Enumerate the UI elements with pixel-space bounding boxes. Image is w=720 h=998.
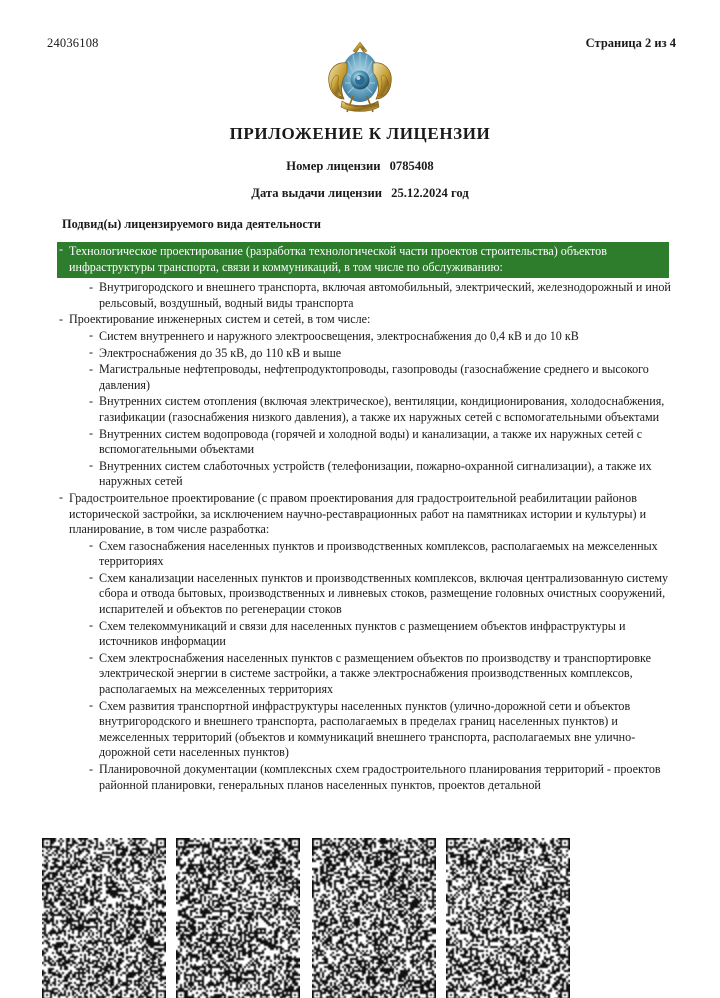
kazakhstan-state-emblem-icon xyxy=(323,33,397,119)
datamatrix-code xyxy=(446,838,570,998)
list-item xyxy=(87,539,677,570)
list-item xyxy=(87,619,677,650)
list-item-text: - Планировочной документации (комплексных схем градостроительного планирования территорий - проектов районной планировки, генеральных планов населенных пунктов, проектов детальной xyxy=(99,762,661,792)
list-item-text: - Систем внутреннего и наружного электроосвещения, электроснабжения до 0,4 кВ и до 10 кВ xyxy=(99,328,579,343)
datamatrix-code xyxy=(42,838,166,998)
list-item xyxy=(87,394,677,425)
page-header xyxy=(0,33,720,123)
license-date-label: Дата выдачи лицензии xyxy=(251,186,383,200)
list-item xyxy=(87,329,677,345)
list-item xyxy=(57,312,677,328)
list-item-text: - Внутригородского и внешнего транспорта, включая автомобильный, электрический, железнодорожный и иной рельсовый, воздушный, водный виды транспорта xyxy=(99,280,671,310)
list-item xyxy=(87,346,677,362)
license-number-value: 0785408 xyxy=(389,159,434,173)
list-item xyxy=(87,762,677,793)
list-item-text: - Градостроительное проектирование (с правом проектирования для градостроительной реабилитации районов исторической застройки, за исключением научно-реставрационных работ на памятниках истории и культуры) и планирование, в том числе разработка: xyxy=(69,490,647,537)
security-code-strip xyxy=(42,838,682,998)
license-date-row xyxy=(0,186,720,201)
activity-subtypes-list xyxy=(57,242,677,794)
list-item-text: - Схем телекоммуникаций и связи для населенных пунктов с размещением объектов инфраструктуры и источников информации xyxy=(99,618,626,649)
list-item-text: - Внутренних систем водопровода (горячей и холодной воды) и канализации, а также их наружных сетей с вспомогательными объектами xyxy=(99,426,643,457)
list-item xyxy=(87,280,677,311)
list-item-text: - Схем электроснабжения населенных пунктов с размещением объектов по производству и транспортировке электрической энергии в системе застройки, а также электроснабжения производственных комплексов, располагаемых на межселенных территориях xyxy=(99,650,652,697)
list-item-text: - Проектирование инженерных систем и сетей, в том числе: xyxy=(69,312,371,327)
list-item xyxy=(57,491,677,538)
list-item-text: - Схем канализации населенных пунктов и производственных комплексов, включая централизованную систему сбора и отвода бытовых, производственных и ливневых стоков, размещение головных очистных сооружений, испарителей и объектов по регенерации стоков xyxy=(99,570,669,617)
list-item xyxy=(87,699,677,761)
list-item-text: - Схем газоснабжения населенных пунктов и производственных комплексов, располагаемых на межселенных территориях xyxy=(99,538,658,569)
list-item-text: - Схем развития транспортной инфраструктуры населенных пунктов (улично-дорожной сети и объектов внутригородского и внешнего транспорта, располагаемых в пределах границ населенных пунктов) и межселенных территорий (объектов и коммуникаций внешнего транспорта, располагаемых вне улично-дорожной сети населенных пунктов) xyxy=(99,698,636,760)
page-indicator: Страница 2 из 4 xyxy=(585,36,676,50)
subtypes-heading: Подвид(ы) лицензируемого вида деятельности xyxy=(62,217,322,231)
list-item xyxy=(87,571,677,618)
license-number-row xyxy=(0,159,720,174)
list-item-text: - Магистральные нефтепроводы, нефтепродуктопроводы, газопроводы (газоснабжение среднего и высокого давления) xyxy=(99,362,649,392)
list-item-text: - Внутренних систем слаботочных устройств (телефонизации, пожарно-охранной сигнализации), а также их наружных сетей xyxy=(99,458,652,489)
datamatrix-code xyxy=(312,838,436,998)
page-title: ПРИЛОЖЕНИЕ К ЛИЦЕНЗИИ xyxy=(229,124,491,143)
list-item xyxy=(87,427,677,458)
list-item xyxy=(87,362,677,393)
document-number: 24036108 xyxy=(47,36,99,50)
list-item-highlighted xyxy=(57,242,669,278)
list-item-text: - Технологическое проектирование (разработка технологической части проектов строительства) объектов инфраструктуры транспорта, связи и коммуникаций, в том числе по обслуживанию: xyxy=(69,244,607,274)
license-date-value: 25.12.2024 год xyxy=(391,186,469,200)
list-item xyxy=(87,459,677,490)
list-item-text: - Внутренних систем отопления (включая электрическое), вентиляции, кондиционирования, холодоснабжения, газификации (газоснабжения низкого давления), а также их наружных сетей с вспомогательными объектами xyxy=(99,394,665,424)
list-item-text: - Электроснабжения до 35 кВ, до 110 кВ и выше xyxy=(99,345,342,360)
list-item xyxy=(87,651,677,698)
license-number-label: Номер лицензии xyxy=(286,159,381,173)
datamatrix-code xyxy=(176,838,300,998)
